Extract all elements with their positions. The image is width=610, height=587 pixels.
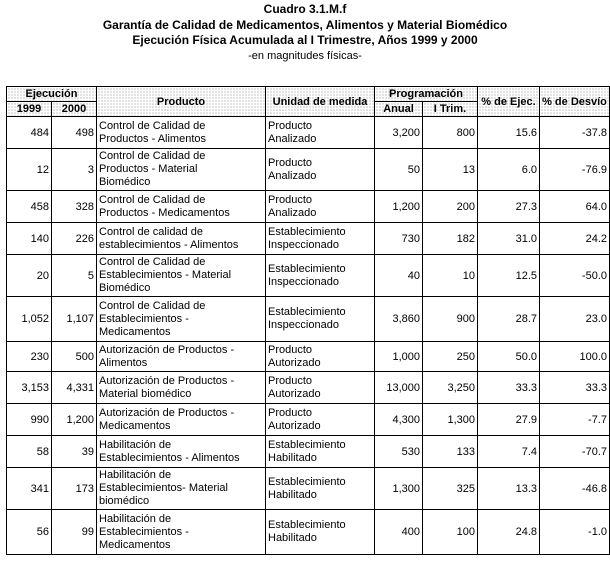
- cell-producto-line: Control de Calidad de: [99, 193, 206, 206]
- table-row: [7, 342, 610, 372]
- cell-pct-desvio: 24.2: [540, 223, 610, 255]
- cell-unidad-line: Establecimiento: [268, 475, 346, 488]
- cell-unidad-line: Analizado: [268, 206, 317, 219]
- cell-producto-line: Biomédico: [99, 176, 151, 188]
- cell-pct-ejec: 24.8: [478, 510, 540, 555]
- cell-pct-ejec: 7.4: [478, 436, 540, 468]
- cell-producto: [97, 255, 266, 297]
- cell-pct-ejec: 27.3: [478, 191, 540, 223]
- cell-1999: 58: [7, 436, 52, 468]
- cell-2000: 173: [52, 468, 97, 510]
- cell-unidad: [266, 117, 375, 149]
- table-row: [7, 255, 610, 297]
- cell-producto: [97, 404, 266, 436]
- table-row: [7, 149, 610, 191]
- cell-anual: 1,300: [375, 468, 423, 510]
- cell-producto-line: Autorización de Productos -: [99, 406, 235, 419]
- cell-producto-line: Establecimientos - Material: [99, 269, 232, 281]
- cell-producto-line: Control de calidad de: [99, 225, 203, 238]
- table-units-note: -en magnitudes físicas-: [248, 50, 362, 62]
- document-header: [0, 0, 610, 64]
- cell-unidad: [266, 297, 375, 342]
- cell-pct-desvio: 100.0: [540, 342, 610, 372]
- cell-1999: 20: [7, 255, 52, 297]
- header-programacion: Programación: [375, 87, 478, 102]
- cell-anual: 40: [375, 255, 423, 297]
- cell-unidad-line: Inspeccionado: [268, 238, 339, 251]
- cell-pct-ejec: 28.7: [478, 297, 540, 342]
- cell-itrim: 100: [423, 510, 478, 555]
- table-subtitle: Ejecución Física Acumulada al I Trimestre, Años 1999 y 2000: [132, 33, 478, 47]
- cell-producto: [97, 223, 266, 255]
- cell-unidad-line: Establecimiento: [268, 306, 346, 318]
- cell-unidad-line: Inspeccionado: [268, 319, 339, 331]
- cell-itrim: 1,300: [423, 404, 478, 436]
- cell-unidad-line: Establecimiento: [268, 438, 346, 451]
- cell-producto-line: Establecimientos - Alimentos: [99, 451, 240, 464]
- table-title: Garantía de Calidad de Medicamentos, Alimentos y Material Biomédico: [102, 18, 508, 32]
- table-row: [7, 436, 610, 468]
- cell-1999: 3,153: [7, 372, 52, 404]
- cell-pct-ejec: 27.9: [478, 404, 540, 436]
- cell-unidad: [266, 255, 375, 297]
- cell-anual: 50: [375, 149, 423, 191]
- cell-producto-line: Establecimientos -: [99, 525, 189, 538]
- cell-unidad-line: Habilitado: [268, 488, 317, 501]
- cell-unidad: [266, 404, 375, 436]
- cell-anual: 1,200: [375, 191, 423, 223]
- header-ejecucion: Ejecución: [7, 87, 97, 102]
- cell-unidad-line: Producto: [268, 406, 313, 419]
- cell-unidad: [266, 372, 375, 404]
- cell-anual: 1,000: [375, 342, 423, 372]
- cell-anual: 4,300: [375, 404, 423, 436]
- cell-pct-ejec: 13.3: [478, 468, 540, 510]
- cell-producto: [97, 117, 266, 149]
- cell-anual: 13,000: [375, 372, 423, 404]
- cell-producto-line: Medicamentos: [99, 325, 171, 338]
- cell-1999: 484: [7, 117, 52, 149]
- table-row: [7, 372, 610, 404]
- cell-anual: 530: [375, 436, 423, 468]
- header-itrim: I Trim.: [423, 102, 478, 117]
- cell-pct-desvio: -50.0: [540, 255, 610, 297]
- cell-producto-line: Control de Calidad de: [99, 119, 206, 132]
- cell-unidad: [266, 342, 375, 372]
- cell-1999: 1,052: [7, 297, 52, 342]
- cell-producto-line: Productos - Material: [99, 163, 198, 175]
- cell-unidad: [266, 191, 375, 223]
- cell-itrim: 133: [423, 436, 478, 468]
- table-number: Cuadro 3.1.M.f: [263, 2, 347, 16]
- cell-producto-line: Establecimientos- Material: [99, 482, 228, 494]
- cell-unidad-line: Analizado: [268, 169, 317, 182]
- cell-2000: 328: [52, 191, 97, 223]
- cell-pct-ejec: 15.6: [478, 117, 540, 149]
- header-anual: Anual: [375, 102, 423, 117]
- cell-itrim: 13: [423, 149, 478, 191]
- cell-unidad-line: Establecimiento: [268, 519, 346, 531]
- cell-pct-ejec: 12.5: [478, 255, 540, 297]
- header-1999: 1999: [7, 102, 52, 117]
- header-pct-desvio: % de Desvío: [540, 87, 610, 117]
- cell-producto-line: Biomédico: [99, 282, 151, 294]
- cell-2000: 226: [52, 223, 97, 255]
- cell-pct-desvio: -1.0: [540, 510, 610, 555]
- header-pct-ejec: % de Ejec.: [478, 87, 540, 117]
- cell-producto-line: Material biomédico: [99, 387, 192, 400]
- cell-pct-desvio: 33.3: [540, 372, 610, 404]
- cell-unidad-line: Producto: [268, 119, 313, 132]
- header-unidad: Unidad de medida: [266, 87, 375, 117]
- cell-2000: 498: [52, 117, 97, 149]
- cell-pct-desvio: 64.0: [540, 191, 610, 223]
- table-row: [7, 468, 610, 510]
- cell-2000: 3: [52, 149, 97, 191]
- cell-producto-line: Autorización de Productos -: [99, 374, 235, 387]
- cell-pct-desvio: -70.7: [540, 436, 610, 468]
- cell-1999: 341: [7, 468, 52, 510]
- cell-producto-line: Productos - Alimentos: [99, 132, 206, 145]
- cell-producto-line: Control de Calidad de: [99, 150, 206, 162]
- cell-producto-line: Control de Calidad de: [99, 299, 206, 312]
- cell-unidad-line: Analizado: [268, 132, 317, 145]
- cell-producto-line: Control de Calidad de: [99, 256, 206, 268]
- cell-unidad-line: Producto: [268, 156, 313, 169]
- cell-unidad-line: Producto: [268, 343, 313, 356]
- cell-1999: 56: [7, 510, 52, 555]
- cell-anual: 3,200: [375, 117, 423, 149]
- cell-itrim: 3,250: [423, 372, 478, 404]
- cell-pct-desvio: -7.7: [540, 404, 610, 436]
- cell-pct-ejec: 50.0: [478, 342, 540, 372]
- table-body: [7, 117, 610, 555]
- cell-producto-line: biomédico: [99, 495, 150, 507]
- cell-producto-line: Habilitación de: [99, 438, 172, 451]
- table-row: [7, 510, 610, 555]
- cell-unidad-line: Producto: [268, 193, 313, 206]
- cell-2000: 99: [52, 510, 97, 555]
- cell-itrim: 182: [423, 223, 478, 255]
- cell-1999: 230: [7, 342, 52, 372]
- table-row: [7, 297, 610, 342]
- cell-producto: [97, 149, 266, 191]
- cell-unidad: [266, 436, 375, 468]
- cell-producto-line: Medicamentos: [99, 538, 171, 551]
- table-row: [7, 223, 610, 255]
- header-producto: Producto: [97, 87, 266, 117]
- cell-producto-line: Productos - Medicamentos: [99, 206, 230, 219]
- cell-itrim: 900: [423, 297, 478, 342]
- cell-1999: 990: [7, 404, 52, 436]
- cell-1999: 458: [7, 191, 52, 223]
- cell-producto: [97, 191, 266, 223]
- cell-2000: 1,107: [52, 297, 97, 342]
- table-row: [7, 404, 610, 436]
- cell-2000: 4,331: [52, 372, 97, 404]
- cell-itrim: 800: [423, 117, 478, 149]
- cell-1999: 12: [7, 149, 52, 191]
- cell-producto-line: Establecimientos -: [99, 312, 189, 325]
- cell-producto-line: Medicamentos: [99, 419, 171, 432]
- cell-producto: [97, 468, 266, 510]
- cell-producto-line: Autorización de Productos -: [99, 343, 235, 356]
- cell-itrim: 325: [423, 468, 478, 510]
- cell-producto: [97, 297, 266, 342]
- cell-anual: 3,860: [375, 297, 423, 342]
- cell-unidad-line: Habilitado: [268, 532, 317, 544]
- cell-2000: 500: [52, 342, 97, 372]
- cell-itrim: 10: [423, 255, 478, 297]
- cell-pct-ejec: 33.3: [478, 372, 540, 404]
- table-header: [7, 87, 610, 117]
- cell-producto: [97, 342, 266, 372]
- cell-pct-desvio: -37.8: [540, 117, 610, 149]
- cell-anual: 730: [375, 223, 423, 255]
- execution-table: [6, 86, 610, 555]
- cell-anual: 400: [375, 510, 423, 555]
- cell-pct-ejec: 31.0: [478, 223, 540, 255]
- cell-producto: [97, 372, 266, 404]
- cell-unidad-line: Autorizado: [268, 356, 321, 369]
- cell-producto-line: establecimientos - Alimentos: [99, 238, 239, 251]
- cell-producto-line: Alimentos: [99, 356, 148, 369]
- cell-unidad: [266, 149, 375, 191]
- cell-unidad-line: Inspeccionado: [268, 275, 339, 288]
- cell-1999: 140: [7, 223, 52, 255]
- cell-unidad-line: Autorizado: [268, 387, 321, 400]
- cell-producto-line: Habilitación de: [99, 512, 172, 525]
- cell-unidad: [266, 510, 375, 555]
- cell-itrim: 200: [423, 191, 478, 223]
- cell-pct-desvio: 23.0: [540, 297, 610, 342]
- cell-2000: 39: [52, 436, 97, 468]
- cell-producto: [97, 510, 266, 555]
- cell-2000: 5: [52, 255, 97, 297]
- header-2000: 2000: [52, 102, 97, 117]
- cell-unidad-line: Habilitado: [268, 451, 317, 464]
- cell-pct-desvio: -46.8: [540, 468, 610, 510]
- cell-unidad-line: Establecimiento: [268, 225, 346, 238]
- cell-producto-line: Habilitación de: [99, 469, 172, 481]
- cell-unidad-line: Establecimiento: [268, 262, 346, 275]
- table-row: [7, 117, 610, 149]
- cell-unidad: [266, 223, 375, 255]
- cell-producto: [97, 436, 266, 468]
- cell-unidad-line: Producto: [268, 374, 313, 387]
- cell-itrim: 250: [423, 342, 478, 372]
- cell-pct-desvio: -76.9: [540, 149, 610, 191]
- table-row: [7, 191, 610, 223]
- cell-unidad-line: Autorizado: [268, 419, 321, 432]
- cell-pct-ejec: 6.0: [478, 149, 540, 191]
- cell-2000: 1,200: [52, 404, 97, 436]
- cell-unidad: [266, 468, 375, 510]
